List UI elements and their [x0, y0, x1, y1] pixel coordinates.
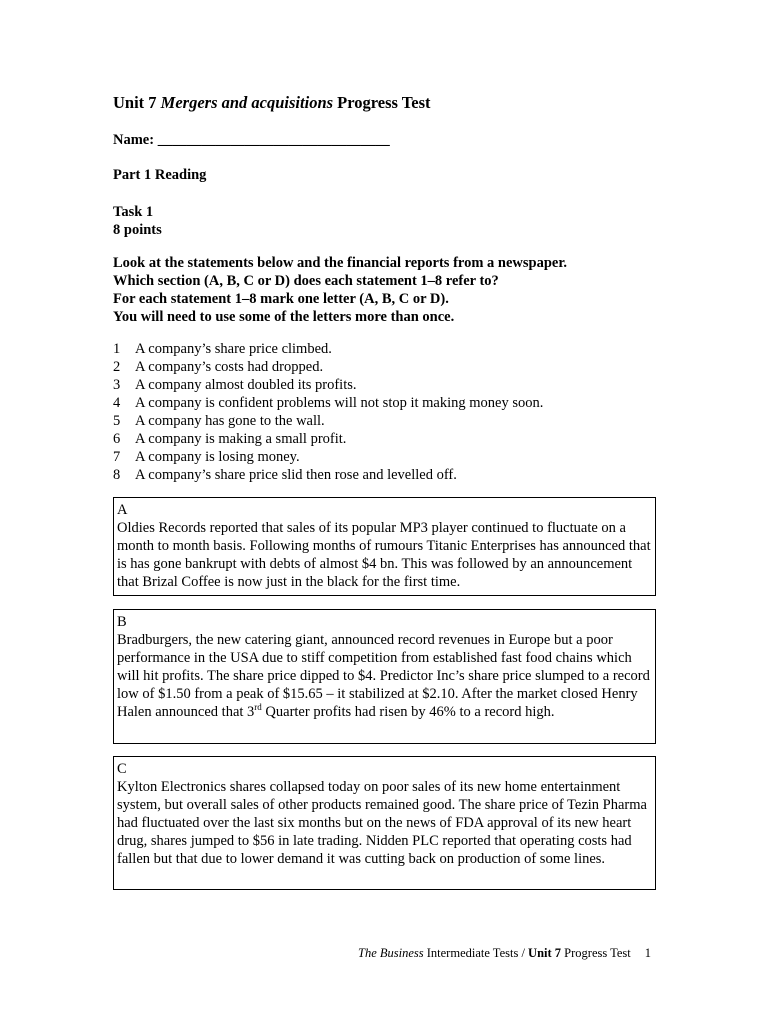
section-a-box: [113, 497, 656, 596]
statement-text: A company is making a small profit.: [135, 431, 347, 447]
instruction-line: Look at the statements below and the financial reports from a newspaper.: [113, 255, 568, 271]
statement-text: A company is confident problems will not stop it making money soon.: [135, 395, 544, 411]
statement-list: [113, 340, 543, 484]
statement-text: A company’s share price climbed.: [135, 341, 332, 357]
section-text-part: Quarter profits had risen by 46% to a record high.: [261, 704, 555, 720]
page-footer: [358, 946, 651, 961]
statement-item: [113, 376, 543, 394]
statement-number: 8: [113, 467, 121, 483]
section-text-part: Bradburgers, the new catering giant, announced record revenues in Europe but a poor performance in the USA due to stiff competition from established fast food chains which will hit profits. The share price dipped to $4. Predictor Inc’s share price slumped to a record low of $1.50 from a peak of $15.65 – it stabilized at $2.10. After the market closed Henry Halen announced that 3: [117, 632, 650, 720]
statement-number: 4: [113, 395, 121, 411]
section-letter: B: [117, 614, 127, 630]
instruction-line: You will need to use some of the letters more than once.: [113, 309, 455, 325]
statement-text: A company almost doubled its profits.: [135, 377, 357, 393]
statement-number: 7: [113, 449, 121, 465]
statement-text: A company has gone to the wall.: [135, 413, 325, 429]
statement-number: 6: [113, 431, 121, 447]
footer-text: Intermediate Tests /: [423, 946, 529, 960]
section-text: Kylton Electronics shares collapsed today on poor sales of its new home entertainment system, but overall sales of other products remained good. The share price of Tezin Pharma had fluctuated over the last six months but on the news of FDA approval of its new heart drug, shares jumped to $56 in late trading. Nidden PLC reported that operating costs had fallen but that due to lower demand it was cutting back on production of some lines.: [117, 779, 647, 867]
section-letter: C: [117, 761, 127, 777]
title-suffix: Progress Test: [333, 93, 431, 112]
statement-text: A company’s costs had dropped.: [135, 359, 324, 375]
section-text: [117, 631, 652, 721]
footer-unit: Unit 7: [528, 946, 562, 960]
ordinal-superscript: rd: [254, 702, 262, 713]
section-letter: A: [117, 502, 128, 518]
statement-number: 2: [113, 359, 121, 375]
instructions: [113, 254, 567, 326]
task-points: 8 points: [113, 222, 162, 238]
section-c-box: [113, 756, 656, 890]
page-title: [113, 93, 431, 113]
task-heading: [113, 203, 162, 239]
statement-item: [113, 394, 543, 412]
statement-item: [113, 430, 543, 448]
statement-number: 3: [113, 377, 121, 393]
statement-text: A company is losing money.: [135, 449, 300, 465]
section-text: Oldies Records reported that sales of its popular MP3 player continued to fluctuate on a month to month basis. Following months of rumours Titanic Enterprises has announced that is has gone bankrupt with debts of almost $4 bn. This was followed by an announcement that Brizal Coffee is now just in the black for the first time.: [117, 520, 651, 590]
statement-item: [113, 412, 543, 430]
title-topic: Mergers and acquisitions: [160, 93, 334, 112]
statement-number: 1: [113, 341, 121, 357]
statement-text: A company’s share price slid then rose and levelled off.: [135, 467, 457, 483]
task-label: Task 1: [113, 204, 154, 220]
part-heading: Part 1 Reading: [113, 167, 207, 183]
name-field-label: Name: ________________________________: [113, 132, 390, 148]
footer-book-title: The Business: [358, 946, 424, 960]
section-b-box: [113, 609, 656, 744]
statement-item: [113, 448, 543, 466]
statement-item: [113, 340, 543, 358]
page-number: 1: [644, 946, 652, 960]
instruction-line: Which section (A, B, C or D) does each statement 1–8 refer to?: [113, 273, 499, 289]
statement-number: 5: [113, 413, 121, 429]
statement-item: [113, 466, 543, 484]
footer-text: Progress Test: [561, 946, 631, 960]
title-prefix: Unit 7: [113, 93, 161, 112]
statement-item: [113, 358, 543, 376]
instruction-line: For each statement 1–8 mark one letter (A, B, C or D).: [113, 291, 449, 307]
